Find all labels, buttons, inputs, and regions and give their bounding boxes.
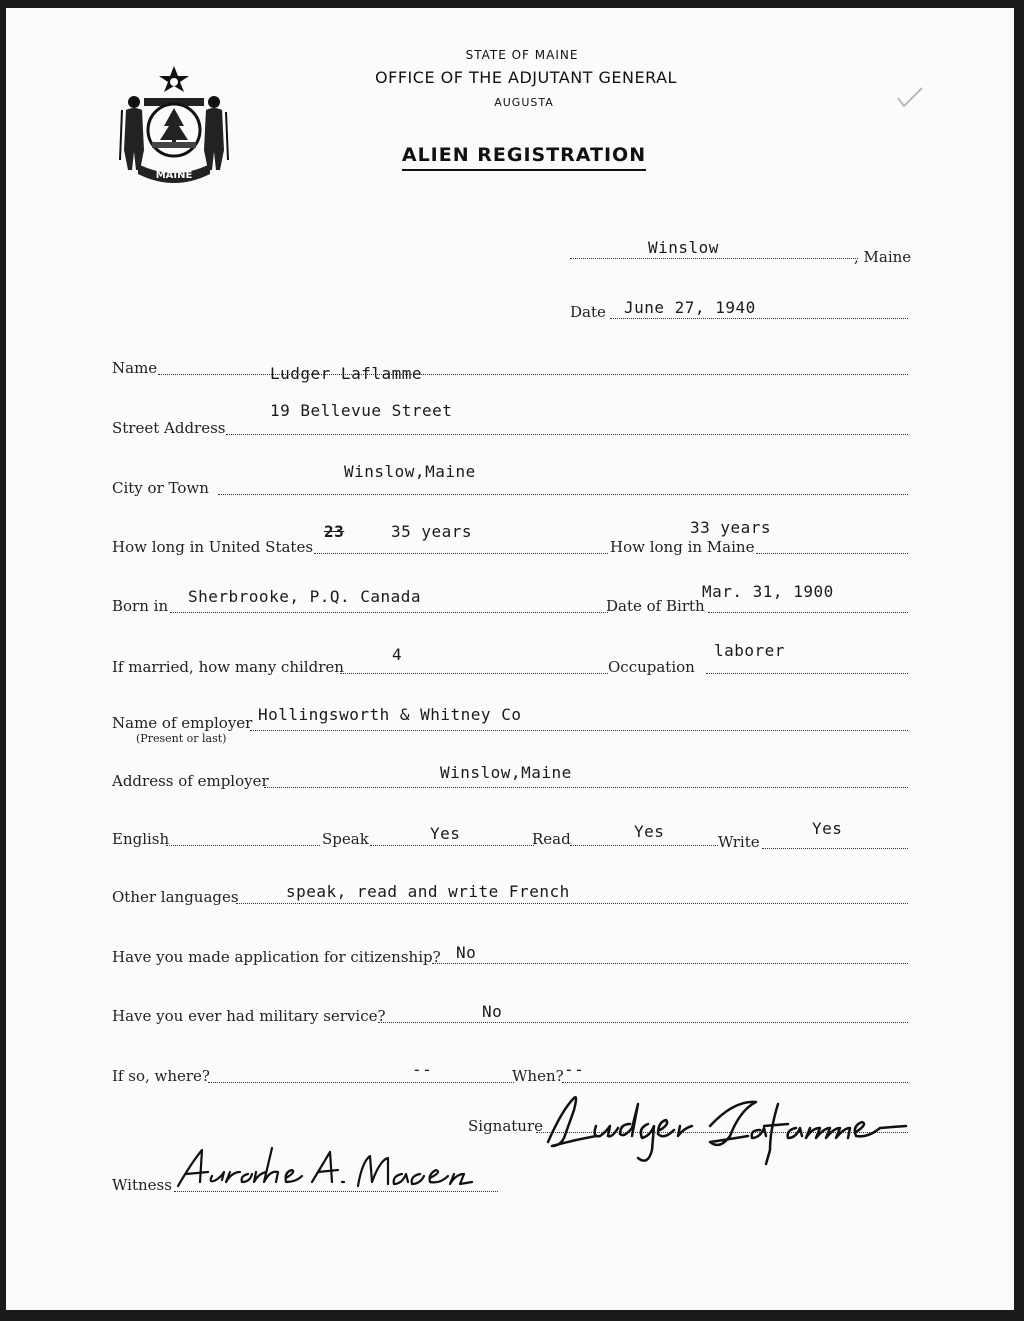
street-address-label: Street Address	[112, 419, 226, 437]
location-value: Winslow	[648, 238, 719, 257]
city-label: City or Town	[112, 479, 209, 497]
occupation-value: laborer	[714, 641, 785, 660]
write-value: Yes	[812, 819, 843, 838]
date-line	[610, 318, 908, 319]
witness-label: Witness	[112, 1176, 172, 1194]
street-address-line	[226, 434, 908, 435]
dob-label: Date of Birth	[606, 597, 705, 615]
read-label: Read	[532, 830, 571, 848]
maine-duration-label: How long in Maine	[610, 538, 755, 556]
read-line	[570, 845, 718, 846]
header-state: STATE OF MAINE	[465, 48, 579, 62]
seal-label: MAINE	[155, 170, 193, 181]
when-label: When?	[512, 1067, 564, 1085]
signature-label: Signature	[468, 1117, 544, 1135]
speak-line	[370, 845, 534, 846]
other-languages-label: Other languages	[112, 888, 239, 906]
date-label: Date	[570, 303, 606, 321]
city-line	[218, 494, 908, 495]
employer-label: Name of employer	[112, 714, 253, 732]
citizenship-value: No	[456, 943, 477, 962]
us-duration-label: How long in United States	[112, 538, 314, 556]
when-value: --	[564, 1060, 585, 1079]
us-duration-line	[314, 553, 608, 554]
english-label: English	[112, 830, 170, 848]
employer-sublabel: (Present or last)	[136, 732, 227, 745]
children-value: 4	[392, 645, 403, 664]
read-value: Yes	[634, 822, 665, 841]
location-line	[570, 258, 858, 259]
employer-address-line	[264, 787, 908, 788]
date-value: June 27, 1940	[624, 298, 756, 317]
employer-address-value: Winslow,Maine	[440, 763, 572, 782]
write-label: Write	[718, 833, 760, 851]
form-page	[6, 8, 1014, 1310]
speak-label: Speak	[322, 830, 369, 848]
header-city: AUGUSTA	[494, 96, 554, 109]
occupation-label: Occupation	[608, 658, 695, 676]
form-title	[12, 144, 1014, 166]
born-in-value: Sherbrooke, P.Q. Canada	[188, 587, 422, 606]
employer-value: Hollingsworth & Whitney Co	[258, 705, 522, 724]
other-languages-line	[236, 903, 908, 904]
maine-duration-line	[756, 553, 908, 554]
header-office: OFFICE OF THE ADJUTANT GENERAL	[375, 68, 677, 87]
english-line	[166, 845, 320, 846]
born-in-label: Born in	[112, 597, 169, 615]
witness-signature	[172, 1142, 482, 1202]
children-line	[340, 673, 608, 674]
military-line	[378, 1022, 908, 1023]
citizenship-label: Have you made application for citizenship?	[112, 948, 441, 966]
employer-address-label: Address of employer	[112, 772, 269, 790]
name-value: Ludger Laflamme	[270, 364, 422, 383]
street-address-value: 19 Bellevue Street	[270, 401, 453, 420]
born-in-line	[170, 612, 608, 613]
employer-line	[250, 730, 908, 731]
check-mark-icon	[896, 86, 924, 108]
occupation-line	[706, 673, 908, 674]
city-value: Winslow,Maine	[344, 462, 476, 481]
maine-duration-value: 33 years	[690, 518, 772, 537]
other-languages-value: speak, read and write French	[286, 882, 570, 901]
dob-line	[708, 612, 908, 613]
children-label: If married, how many children	[112, 658, 344, 676]
where-label: If so, where?	[112, 1067, 210, 1085]
dob-value: Mar. 31, 1900	[702, 582, 834, 601]
citizenship-line	[432, 963, 908, 964]
military-label: Have you ever had military service?	[112, 1007, 386, 1025]
location-suffix: , Maine	[854, 248, 912, 266]
applicant-signature	[534, 1080, 924, 1170]
us-duration-struck: 23	[324, 522, 345, 541]
where-line	[208, 1082, 514, 1083]
where-value: --	[412, 1060, 433, 1079]
form-title-text: ALIEN REGISTRATION	[402, 144, 646, 171]
write-line	[762, 848, 908, 849]
speak-value: Yes	[430, 824, 461, 843]
military-value: No	[482, 1002, 503, 1021]
name-label: Name	[112, 359, 158, 377]
us-duration-value: 35 years	[391, 522, 473, 541]
